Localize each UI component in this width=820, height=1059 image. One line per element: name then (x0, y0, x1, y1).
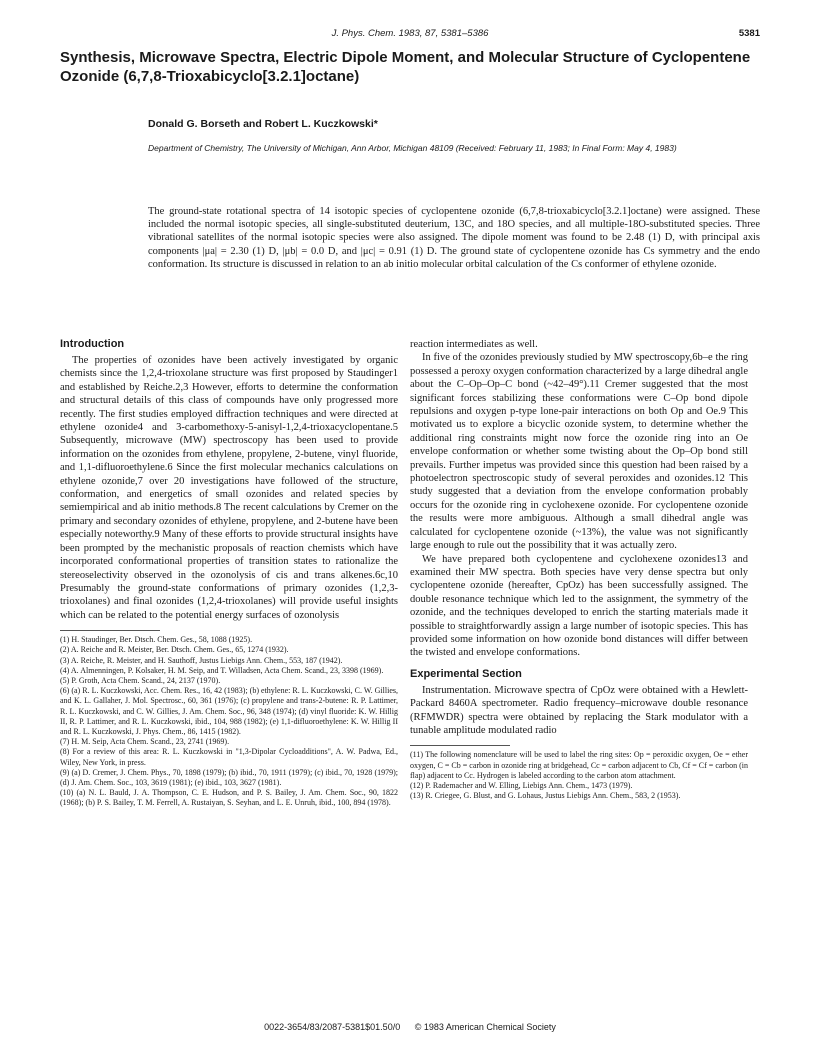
introduction-heading: Introduction (60, 338, 125, 350)
introduction-paragraph-3: We have prepared both cyclopentene and cyclohexene ozonides13 and examined their MW spectra. Both species have very dense spectra but only cyclopentene ozonide (hereafter, CpOz) has been successfully assigned. The double resonance technique which led to the assignment, the symmetry of the ozonide, and the techniques developed to enrich the starting materials made it possible to straightforwardly assign a large number of isotopic species. This has provided some information on how ozonide bond distances will differ between the twisted and envelope conformations. (410, 553, 748, 659)
experimental-paragraph-1: Instrumentation. Microwave spectra of CpOz were obtained with a Hewlett-Packard 8460A spectrometer. Radio frequency–microwave double resonance (RFMWDR) spectra were obtained by replacing the Stark modulator with a tunable amplitude modulated radio (410, 684, 748, 736)
reference-item: (1) H. Staudinger, Ber. Dtsch. Chem. Ges., 58, 1088 (1925). (60, 635, 253, 645)
footnote-rule (410, 745, 510, 746)
footnote-rule (60, 630, 160, 631)
reference-item: (4) A. Almenningen, P. Kolsaker, H. M. Seip, and T. Willadsen, Acta Chem. Scand., 23, 3398 (1969). (60, 665, 384, 675)
copyright: © 1983 American Chemical Society (414, 1022, 556, 1032)
article-title: Synthesis, Microwave Spectra, Electric Dipole Moment, and Molecular Structure of Cyclopentene Ozonide (6,7,8-Trioxabicyclo[3.2.1]octane) (60, 49, 751, 85)
introduction-paragraph-1-continued: reaction intermediates as well. (410, 339, 538, 350)
reference-item: (8) For a review of this area: R. L. Kuczkowski in "1,3-Dipolar Cycloadditions", A. W. Padwa, Ed., Wiley, New York, in press. (60, 747, 398, 767)
running-header (60, 28, 760, 42)
abstract: The ground-state rotational spectra of 14 isotopic species of cyclopentene ozonide (6,7,8-trioxabicyclo[3.2.1]octane) were assigned. These included the normal isotopic species, all single-substituted deuterium, 13C, and 18O species, and all multiple-18O-substituted species. Three vibrational satellites of the normal isotopic species were also assigned. The dipole moment was found to be 2.48 (1) D, with principal axis components |μa| = 2.30 (1) D, |μb| = 0.0 D, and |μc| = 0.91 (1) D. The ground state of cyclopentene ozonide has Cs symmetry and the endo conformation. Its structure is discussed in relation to an ab initio molecular orbital calculation of the Cs conformer of ethylene ozonide. (148, 206, 760, 270)
reference-item: (11) The following nomenclature will be used to label the ring sites: Op = peroxidic oxygen, Oe = ether oxygen, C = Cb = carbon in ozonide ring at bridgehead, Cc = carbon adjacent to Cb, Cf = Cf = carbon (in flap) adjacent to Cc. Hydrogen is labeled according to the carbon atom attachment. (410, 750, 748, 780)
reference-item: (5) P. Groth, Acta Chem. Scand., 24, 2137 (1970). (60, 675, 221, 685)
affiliation: Department of Chemistry, The University of Michigan, Ann Arbor, Michigan 48109 (Received: February 11, 1983; In Final Form: May 4, 1983) (148, 143, 677, 153)
reference-item: (2) A. Reiche and R. Meister, Ber. Dtsch. Chem. Ges., 65, 1274 (1932). (60, 645, 289, 655)
page-footer (0, 1022, 820, 1032)
article-code: 0022-3654/83/2087-5381$01.50/0 (264, 1022, 401, 1032)
reference-item: (3) A. Reiche, R. Meister, and H. Sauthoff, Justus Liebigs Ann. Chem., 553, 187 (1942). (60, 655, 343, 665)
reference-item: (6) (a) R. L. Kuczkowski, Acc. Chem. Res., 16, 42 (1983); (b) ethylene: R. L. Kuczkowski, C. W. Gillies, and K. L. Gallaher, J. Mol. Spectrosc., 60, 361 (1976); (c) propylene and trans-2-butene: R. P. Lattimer, R. L. Kuczkowski, and C. W. Gillies, J. Am. Chem. Soc., 96, 348 (1974); (d) vinyl fluoride: K. W. Hillig II, R. P. Lattimer, and R. L. Kuczkowski, ibid., 104, 988 (1982); (e) 1,1-difluoroethylene: K. W. Hillig II and R. L. Kuczkowski, J. Phys. Chem., 86, 1415 (1982). (60, 686, 398, 736)
left-column (60, 338, 398, 809)
journal-citation: J. Phys. Chem. 1983, 87, 5381–5386 (331, 28, 489, 39)
reference-item: (13) R. Criegee, G. Blust, and G. Lohaus, Justus Liebigs Ann. Chem., 583, 2 (1953). (410, 791, 681, 801)
right-column (410, 338, 748, 801)
page-number: 5381 (738, 28, 760, 39)
experimental-heading: Experimental Section (410, 667, 522, 680)
introduction-paragraph-1: The properties of ozonides have been actively investigated by organic chemists since the 1,2,4-trioxolane structure was first proposed by Staudinger1 and established by Reiche.2,3 However, efforts to determine the conformation and structural details of this class of compounds have only progressed more recently. The first studies employed diffraction techniques and were directed at ethylene ozonide4 and 3-carbomethoxy-5-anisyl-1,2,4-trioxacyclopentane.5 Subsequently, microwave (MW) spectroscopy has been used to provide information on the ozonides from ethylene, propylene, 2-butene, vinyl fluoride, and 1,1-difluoroethylene.6 Since the first molecular mechanics calculations on ethylene ozonide,7 over 20 investigations have followed of the structure, conformation, and energetics of small ozonides and related species by semiempirical and ab initio methods.8 The recent calculations by Cremer on the primary and secondary ozonides of ethylene, propylene, and 2-butene have been especially noteworthy.9 Many of these efforts to provide structural insights have been prompted by the mechanistic proposals of reaction chemists which have incorporated conformational properties of transition states to rationalize the stereoselectivity observed in the ozonolysis of cis and trans alkenes.6c,10 Presumably the ground-state conformations of primary ozonides (1,2,3-trioxolanes) and final ozonides (1,2,4-trioxolanes) will provide useful insights which can be related to the potential energy surfaces of ozonolysis (60, 355, 398, 621)
reference-item: (12) P. Rademacher and W. Elling, Liebigs Ann. Chem., 1473 (1979). (410, 780, 633, 790)
references-right (410, 750, 748, 801)
reference-item: (10) (a) N. L. Bauld, J. A. Thompson, C. E. Hudson, and P. S. Bailey, J. Am. Chem. Soc., 90, 1822 (1968); (b) P. S. Bailey, T. M. Ferrell, A. Rustaiyan, S. Seyhan, and L. E. Unruh, ibid., 100, 894 (1978). (60, 788, 398, 808)
references-left (60, 635, 398, 808)
reference-item: (9) (a) D. Cremer, J. Chem. Phys., 70, 1898 (1979); (b) ibid., 70, 1911 (1979); (c) ibid., 70, 1928 (1979); (d) J. Am. Chem. Soc., 103, 3619 (1981); (e) ibid., 103, 3627 (1981). (60, 767, 398, 787)
introduction-paragraph-2: In five of the ozonides previously studied by MW spectroscopy,6b–e the ring possessed a peroxy oxygen conformation characterized by a large dihedral angle about the C–Op–Op–C bond (~42–49°).11 Cremer suggested that the most significant forces stabilizing these conformations were C–Op bond dipole repulsions and oxygen p-type lone-pair interactions on both Op and Oe.9 This motivated us to explore a bicyclic ozonide system, to determine whether the additional ring constraints might now force the ozonide ring into an Oe envelope conformation or whether some twisting about the Op–Op bond still prevails. Further impetus was provided since this question had been raised by a photoelectron spectroscopic study of several peroxides and ozonides.12 This study suggested that a deviation from the envelope conformation probably occurs for the ozonide ring in cyclohexene ozonide. For cyclopentene ozonide the results were more ambiguous. Although a small dihedral angle was calculated for cyclopentene ozonide (~13%), the value was not significantly large enough to rule out the possibility that it was actually zero. (410, 352, 749, 552)
reference-item: (7) H. M. Seip, Acta Chem. Scand., 23, 2741 (1969). (60, 737, 230, 747)
authors: Donald G. Borseth and Robert L. Kuczkowski* (148, 118, 378, 130)
